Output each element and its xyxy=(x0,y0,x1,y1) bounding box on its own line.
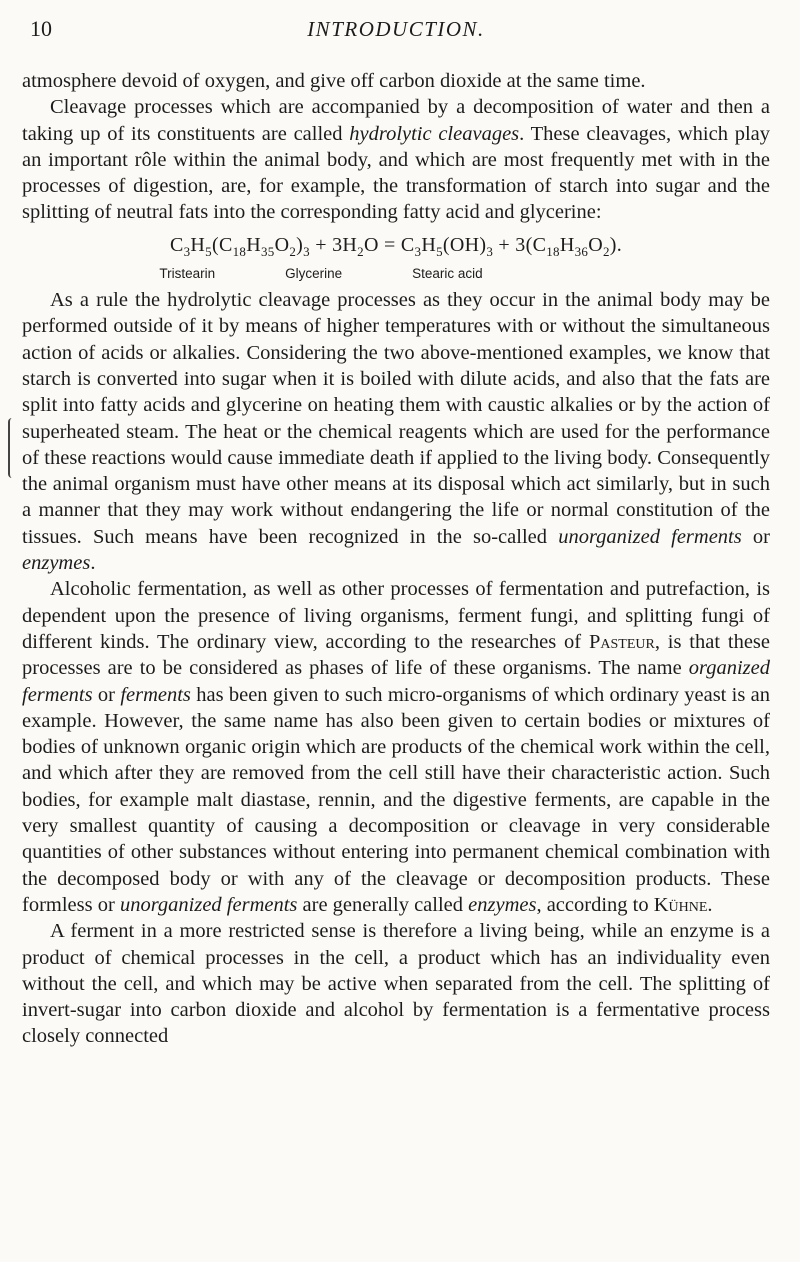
author-kuhne: Kühne xyxy=(653,893,708,916)
label-stearic-acid: Stearic acid xyxy=(412,266,483,282)
term-enzymes-2: enzymes xyxy=(468,893,537,916)
equation-labels xyxy=(22,266,770,281)
book-page xyxy=(22,0,771,1048)
label-tristearin: Tristearin xyxy=(159,266,216,282)
term-organized-ferments: organized ferments xyxy=(22,657,770,706)
term-hydrolytic-cleavages: hydrolytic cleavages xyxy=(349,122,520,145)
author-pasteur: Pasteur xyxy=(588,630,655,653)
term-unorganized-ferments-2: unorganized ferments xyxy=(119,893,298,916)
term-enzymes: enzymes xyxy=(22,552,91,575)
page-header xyxy=(22,0,770,50)
running-head: INTRODUCTION. xyxy=(307,17,485,41)
paragraph-1: atmosphere devoid of oxygen, and give off carbon dioxide at the same time. xyxy=(22,70,646,92)
paragraph-4: Alcoholic fermentation, as well as other processes of fermentation and putrefaction, is dependent upon the presence of living organisms, ferment fungi, and splitting fungi of different kinds. The ordinary view, according to the researches of Pasteur, is that these processes are to be considered as phases of life of these organisms. The name organized ferments or ferments has been given to such micro-organisms of which ordinary yeast is an example. However, the same name has also been given to certain bodies or mixtures of bodies of unknown organic origin which are products of the chemical work within the cell, and which after they are removed from the cell still have their characteristic action. Such bodies, for example malt diastase, rennin, and the digestive ferments, are capable in the very smallest quantity of causing a decomposition or cleavage in very considerable quantities of other substances without entering into permanent chemical combination with the decomposed body or with any of the cleavage or decomposition products. These formless or unorganized ferments are generally called enzymes, according to Kühne. xyxy=(22,578,771,916)
paragraph-3: As a rule the hydrolytic cleavage processes as they occur in the animal body may be performed outside of it by means of higher temperatures with or without the simultaneous action of acids or alkalies. Considering the two above-mentioned examples, we know that starch is converted into sugar when it is boiled with dilute acids, and also that the fats are split into fatty acids and glycerine on heating them with caustic alkalies or by the action of superheated steam. The heat or the chemical reagents which are used for the performance of these reactions would cause immediate death if applied to the living body. Consequently the animal organism must have other means at its disposal which act similarly, but in such a manner that they may work without endangering the life or normal constitution of the tissues. Such means have been recognized in the so-called unorganized ferments or enzymes. xyxy=(22,289,771,575)
label-glycerine: Glycerine xyxy=(285,266,343,282)
page-number: 10 xyxy=(30,16,52,41)
equation-formula: $C_3H_5(C_{18}H_{35}O_2)_3 + 3H_2O = C_3H_5(OH)_3 + 3(C_{18}H_{36}O_2)$. xyxy=(169,233,623,259)
paragraph-2: Cleavage processes which are accompanied by a decomposition of water and then a taking up of its constituents are called hydrolytic cleavages. These cleavages, which play an important rôle within the animal body, and which are most frequently met with in the processes of digestion, are, for example, the transformation of starch into sugar and the splitting of neutral fats into the corresponding fatty acid and glycerine: xyxy=(22,96,770,224)
chemical-equation xyxy=(22,232,770,281)
term-ferments: ferments xyxy=(120,683,191,706)
paragraph-5: A ferment in a more restricted sense is therefore a living being, while an enzyme is a product of chemical processes in the cell, a product which has an individuality even without the cell, and which may be active when separated from the cell. The splitting of invert-sugar into carbon dioxide and alcohol by fermentation is a fermentative process closely connected xyxy=(22,920,770,1048)
body-text xyxy=(22,68,770,1050)
term-unorganized-ferments: unorganized ferments xyxy=(558,525,742,548)
margin-mark xyxy=(8,418,16,478)
